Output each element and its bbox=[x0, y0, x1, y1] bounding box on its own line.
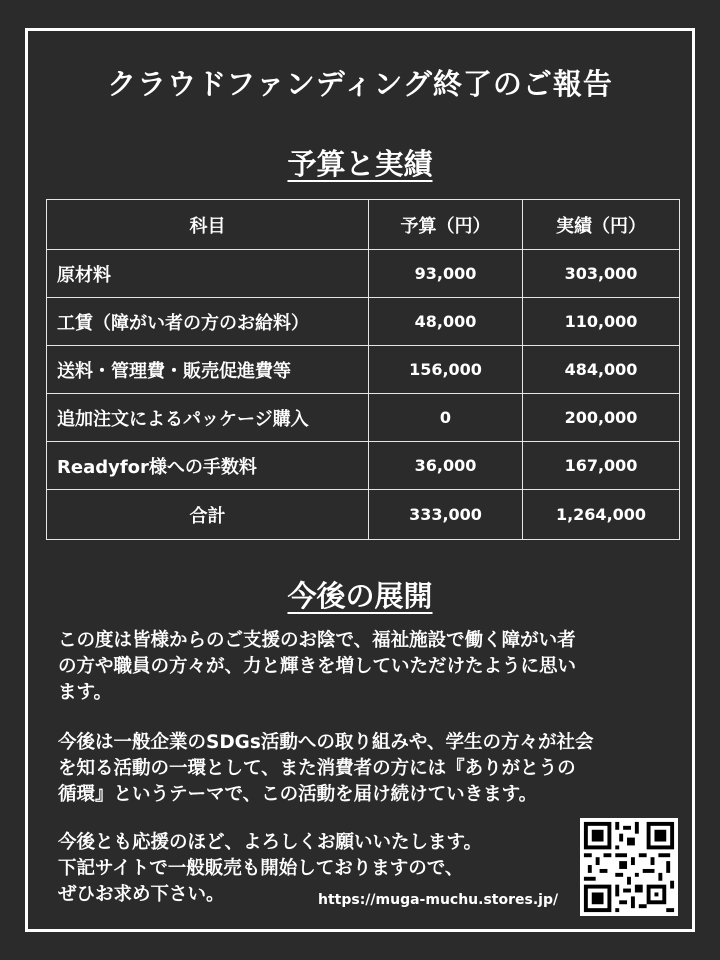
row-actual: 484,000 bbox=[523, 346, 680, 394]
paragraph-line: ぜひお求め下さい。 bbox=[58, 884, 225, 905]
row-item: 工賃（障がい者の方のお給料） bbox=[47, 298, 369, 346]
table-row bbox=[47, 346, 680, 394]
paragraph-line: の方や職員の方々が、力と輝きを増していただけたように思い bbox=[58, 656, 577, 677]
row-item: Readyfor様への手数料 bbox=[47, 442, 369, 490]
table-row bbox=[47, 442, 680, 490]
row-actual: 110,000 bbox=[523, 298, 680, 346]
row-budget: 93,000 bbox=[369, 250, 523, 298]
budget-heading-text: 予算と実績 bbox=[287, 147, 433, 181]
budget-table bbox=[46, 199, 680, 540]
page-title: クラウドファンディング終了のご報告 bbox=[107, 67, 613, 101]
table-header-row bbox=[47, 200, 680, 250]
row-budget: 156,000 bbox=[369, 346, 523, 394]
paragraph-line: 今後は一般企業のSDGs活動への取り組みや、学生の方々が社会 bbox=[58, 732, 594, 753]
row-actual: 303,000 bbox=[523, 250, 680, 298]
row-budget: 36,000 bbox=[369, 442, 523, 490]
column-header: 実績（円） bbox=[523, 200, 680, 250]
total-label: 合計 bbox=[47, 490, 369, 540]
table-row bbox=[47, 394, 680, 442]
paragraph-line: ます。 bbox=[58, 682, 113, 703]
total-budget: 333,000 bbox=[369, 490, 523, 540]
row-item: 送料・管理費・販売促進費等 bbox=[47, 346, 369, 394]
table-row bbox=[47, 298, 680, 346]
row-budget: 0 bbox=[369, 394, 523, 442]
qr-code-graphic bbox=[580, 818, 678, 916]
qr-code-icon[interactable] bbox=[580, 818, 678, 916]
paragraph-line: を知る活動の一環として、また消費者の方には『ありがとうの bbox=[58, 758, 576, 779]
row-budget: 48,000 bbox=[369, 298, 523, 346]
table-row bbox=[47, 250, 680, 298]
paragraph-line: 循環』というテーマで、この活動を届け続けていきます。 bbox=[58, 784, 538, 805]
table-total-row bbox=[47, 490, 680, 540]
paragraph-line: 今後とも応援のほど、よろしくお願いいたします。 bbox=[58, 832, 483, 853]
budget-heading bbox=[0, 142, 720, 183]
future-heading bbox=[0, 574, 720, 615]
store-url-link[interactable]: https://muga-muchu.stores.jp/ bbox=[318, 892, 559, 908]
paragraph-thanks bbox=[58, 628, 678, 706]
row-actual: 200,000 bbox=[523, 394, 680, 442]
future-heading-text: 今後の展開 bbox=[287, 579, 433, 613]
column-header: 科目 bbox=[47, 200, 369, 250]
paragraph-plans bbox=[58, 730, 678, 808]
row-item: 原材料 bbox=[47, 250, 369, 298]
total-actual: 1,264,000 bbox=[523, 490, 680, 540]
paragraph-line: この度は皆様からのご支援のお陰で、福祉施設で働く障がい者 bbox=[58, 630, 576, 651]
row-actual: 167,000 bbox=[523, 442, 680, 490]
paragraph-line: 下記サイトで一般販売も開始しておりますので、 bbox=[58, 858, 464, 879]
column-header: 予算（円） bbox=[369, 200, 523, 250]
row-item: 追加注文によるパッケージ購入 bbox=[47, 394, 369, 442]
